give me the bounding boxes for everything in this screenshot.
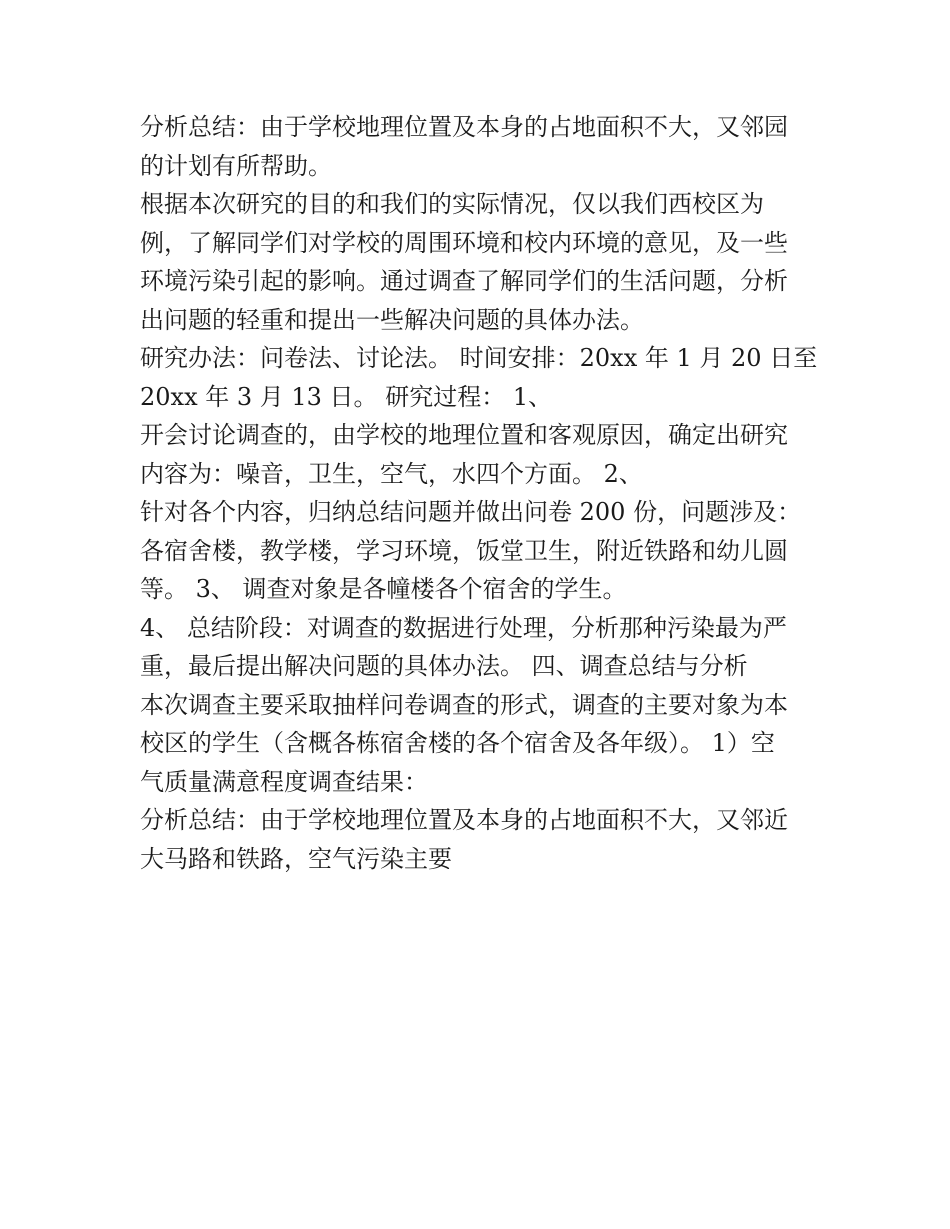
text-line: 等。 3、 调查对象是各幢楼各个宿舍的学生。 <box>140 575 627 603</box>
text-line: 本次调查主要采取抽样问卷调查的形式，调查的主要对象为本 <box>140 690 788 719</box>
text-line: 校区的学生（含概各栋宿舍楼的各个宿舍及各年级）。 1）空 <box>140 729 775 757</box>
text-line: 气质量满意程度调查结果： <box>140 767 428 796</box>
text-line: 例，了解同学们对学校的周围环境和校内环境的意见，及一些 <box>140 228 788 257</box>
text-line: 分析总结：由于学校地理位置及本身的占地面积不大，又邻园 <box>140 113 788 141</box>
text-line: 内容为：噪音，卫生，空气，水四个方面。 2、 <box>140 459 643 488</box>
text-line: 研究办法：问卷法、讨论法。 时间安排：20xx 年 1 月 20 日至 <box>140 344 818 372</box>
text-line: 各宿舍楼，教学楼，学习环境，饭堂卫生，附近铁路和幼儿圆 <box>140 536 788 565</box>
text-line: 出问题的轻重和提出一些解决问题的具体办法。 <box>140 305 644 334</box>
text-line: 大马路和铁路，空气污染主要 <box>140 844 452 873</box>
text-line: 环境污染引起的影响。通过调查了解同学们的生活问题，分析 <box>140 267 788 295</box>
document-body <box>140 108 820 878</box>
text-line: 分析总结：由于学校地理位置及本身的占地面积不大，又邻近 <box>140 806 788 834</box>
text-line: 根据本次研究的目的和我们的实际情况，仅以我们西校区为 <box>140 190 764 218</box>
text-line: 开会讨论调查的，由学校的地理位置和客观原因，确定出研究 <box>140 421 788 449</box>
text-line: 针对各个内容，归纳总结问题并做出问卷 200 份，问题涉及： <box>140 498 802 526</box>
text-line: 4、 总结阶段：对调查的数据进行处理，分析那种污染最为严 <box>140 613 787 642</box>
text-line: 的计划有所帮助。 <box>140 151 332 180</box>
text-line: 重，最后提出解决问题的具体办法。 四、调查总结与分析 <box>140 652 748 680</box>
text-line: 20xx 年 3 月 13 日。 研究过程： 1、 <box>140 382 553 411</box>
